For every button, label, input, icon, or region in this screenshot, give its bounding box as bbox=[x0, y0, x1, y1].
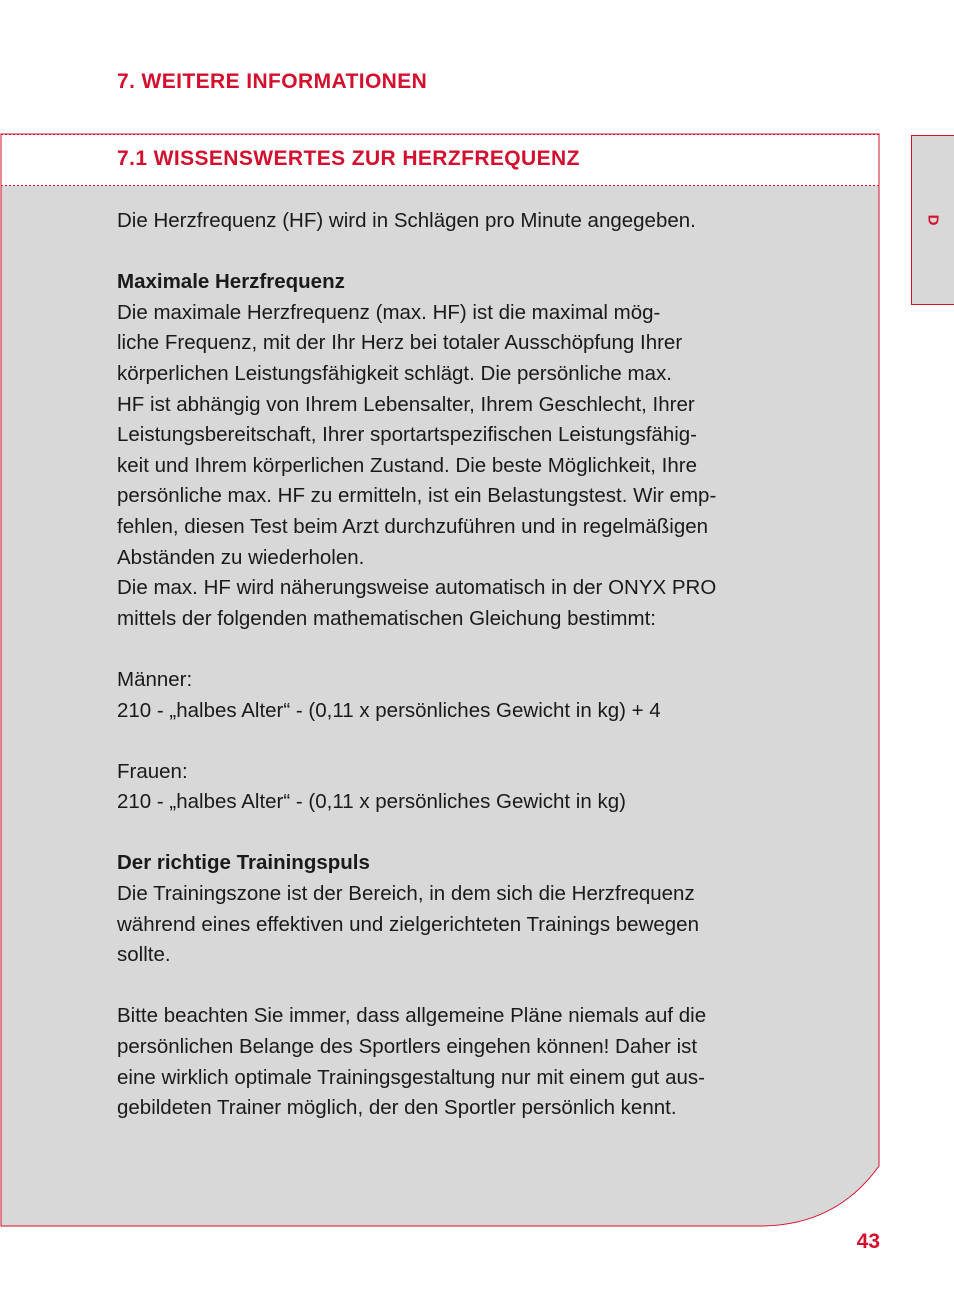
max-hf-line: Leistungsbereitschaft, Ihrer sportartspezifischen Leistungsfähig- bbox=[117, 423, 698, 447]
note-line: eine wirklich optimale Trainingsgestaltung nur mit einem gut aus- bbox=[117, 1065, 705, 1089]
max-hf-line: fehlen, diesen Test beim Arzt durchzuführen und in regelmäßigen bbox=[117, 514, 709, 538]
note-line: gebildeten Trainer möglich, der den Sportler persönlich kennt. bbox=[117, 1096, 677, 1120]
page-number: 43 bbox=[856, 1230, 880, 1253]
max-hf-line: Abständen zu wiederholen. bbox=[117, 545, 365, 569]
max-hf-line: keit und Ihrem körperlichen Zustand. Die beste Möglichkeit, Ihre bbox=[117, 453, 697, 477]
training-line: während eines effektiven und zielgerichteten Trainings bewegen bbox=[117, 912, 699, 936]
max-hf-heading: Maximale Herzfrequenz bbox=[117, 270, 345, 294]
max-hf-line: HF ist abhängig von Ihrem Lebensalter, Ihrem Geschlecht, Ihrer bbox=[117, 392, 695, 416]
intro-paragraph: Die Herzfrequenz (HF) wird in Schlägen pro Minute angegeben. bbox=[117, 209, 696, 232]
chapter-title: 7. WEITERE INFORMATIONEN bbox=[117, 70, 428, 93]
formula-intro-line: mittels der folgenden mathematischen Gleichung bestimmt: bbox=[117, 606, 656, 630]
max-hf-line: liche Frequenz, mit der Ihr Herz bei totaler Ausschöpfung Ihrer bbox=[117, 331, 683, 355]
language-tab bbox=[911, 135, 954, 305]
women-label: Frauen: bbox=[117, 759, 188, 783]
max-hf-line: persönliche max. HF zu ermitteln, ist ein Belastungstest. Wir emp- bbox=[117, 484, 717, 508]
training-line: sollte. bbox=[117, 943, 171, 967]
max-hf-line: Die maximale Herzfrequenz (max. HF) ist die maximal mög- bbox=[117, 300, 661, 324]
language-tab-label: D bbox=[924, 214, 942, 226]
men-formula: 210 - „halbes Alter“ - (0,11 x persönliches Gewicht in kg) + 4 bbox=[117, 698, 661, 722]
women-formula: 210 - „halbes Alter“ - (0,11 x persönliches Gewicht in kg) bbox=[117, 790, 626, 814]
men-label: Männer: bbox=[117, 667, 193, 691]
section-title: 7.1 WISSENSWERTES ZUR HERZFREQUENZ bbox=[117, 147, 580, 170]
note-line: Bitte beachten Sie immer, dass allgemeine Pläne niemals auf die bbox=[117, 1004, 707, 1028]
training-line: Die Trainingszone ist der Bereich, in dem sich die Herzfrequenz bbox=[117, 882, 695, 906]
training-heading: Der richtige Trainingspuls bbox=[117, 851, 370, 875]
max-hf-line: körperlichen Leistungsfähigkeit schlägt. Die persönliche max. bbox=[117, 361, 672, 385]
note-line: persönlichen Belange des Sportlers eingehen können! Daher ist bbox=[117, 1035, 698, 1059]
body-text bbox=[117, 206, 837, 1124]
formula-intro-line: Die max. HF wird näherungsweise automatisch in der ONYX PRO bbox=[117, 576, 717, 600]
